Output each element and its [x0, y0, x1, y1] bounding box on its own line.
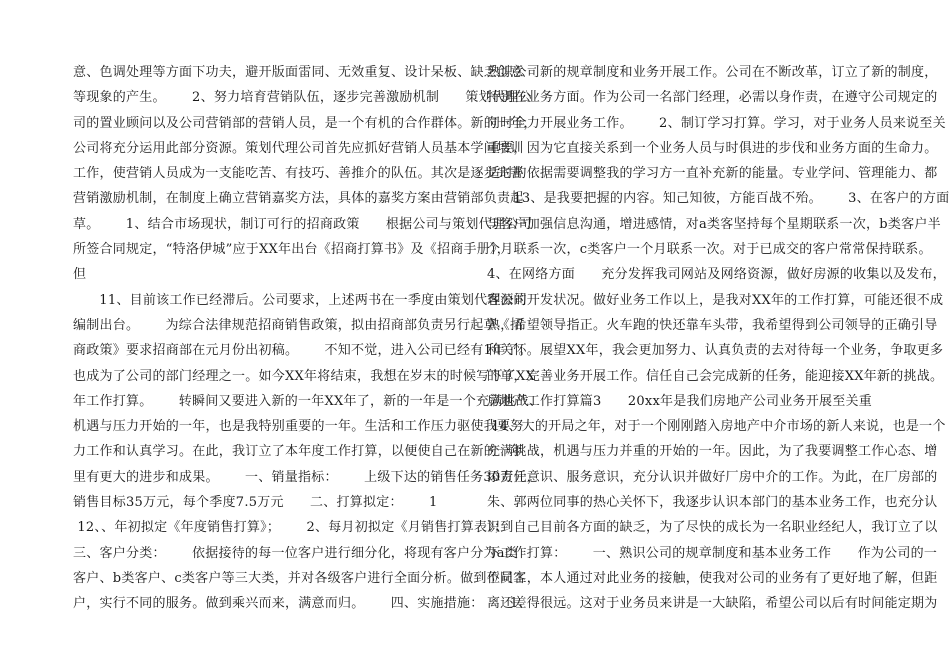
right-column-text-line: 充满挑战，机遇与压力并重的开始的一年。因此，为了我要调整工作心态、增 — [487, 444, 938, 460]
right-column-text-line: 的单，完善业务开展工作。信任自己会完成新的任务，能迎接XX年新的挑战。 — [487, 368, 944, 384]
right-column-text-line: 4、在网络方面 充分发挥我司网站及网络资源，做好房源的收集以及发布， — [487, 267, 946, 283]
right-column-text-line: 识到自己目前各方面的缺乏，为了尽快的成长为一名职业经纪人，我订立了以 — [487, 520, 938, 536]
left-column-text-line: 力工作和认真学习。在此，我订立了本年度工作打算，以便使自己在新的一年 — [73, 444, 524, 460]
right-column-text-line: 熟识公司新的规章制度和业务开展工作。公司在不断改革，订立了新的制度， — [487, 65, 938, 80]
right-column-text-line: 位员工，本人通过对此业务的接触，使我对公司的业务有了更好地了解，但距 — [487, 570, 938, 586]
left-column-text-line: 草。 1、结合市场现状，制订可行的招商政策 根据公司与策划代理公司 — [73, 216, 532, 232]
left-column-text-line: 工作，使营销人员成为一支能吃苦、有技巧、善推介的队伍。其次是逐步完善 — [73, 166, 524, 182]
right-text-column — [487, 60, 950, 617]
left-column-text-line: 机遇与压力开始的一年，也是我特别重要的一年。生活和工作压力驱使我要努 — [73, 419, 524, 435]
left-column-text-line: 商政策》要求招商部在元月份出初稿。 不知不觉，进入公司已经有1年了。 — [73, 343, 532, 359]
left-column-text-line: 销售目标35万元，每个季度7.5万元 二、打算拟定： 1 — [73, 495, 438, 511]
right-column-text-line: 适时的依据需要调整我的学习方一直补充新的能量。专业学问、管理能力、都 — [487, 166, 938, 182]
left-column-text-line: 户，实行不同的服务。做到乘兴而来，满意而归。 四、实施措施： 1、 — [73, 596, 532, 612]
right-column-text-line: 13、是我要把握的内容。知己知彼，方能百战不殆。 3、在客户的方面 — [487, 191, 950, 207]
right-column-text-line: 下工作打算： 一、熟识公司的规章制度和基本业务工作 作为公司的一 — [487, 545, 938, 561]
left-column-text-line: 公司将充分运用此部分资源。策划代理公司首先应抓好营销人员基本学问培训 — [73, 140, 524, 156]
right-column-text-line: 个月联系一次，c类客户一个月联系一次。对于已成交的客户常常保持联系。 — [487, 242, 932, 258]
left-column-text-line: 司的置业顾问以及公司营销部的营销人员，是一个有机的合作群体。新的一年， — [73, 115, 537, 131]
left-column-text-line: 客户、b类客户、c类客户等三大类，并对各级客户进行全面分析。做到不同客 — [73, 570, 527, 586]
left-column-text-line: 年工作打算。 转瞬间又要进入新的一年XX年了，新的一年是一个充满挑战、 — [73, 393, 543, 409]
right-column-text-line: 特别在业务方面。作为公司一名部门经理，必需以身作责，在遵守公司规定的 — [487, 90, 938, 106]
left-column-text-line: 营销激励机制，在制度上确立营销嘉奖方法，具体的嘉奖方案由营销部负责起 — [73, 191, 524, 207]
left-column-text-line: 三、客户分类： 依据接待的每一位客户进行细分化，将现有客户分为a类 — [73, 545, 519, 561]
right-column-text-line: 添责任意识、服务意识，充分认识并做好厂房中介的工作。为此，在厂房部的 — [487, 469, 938, 485]
left-column-text-line: 所签合同规定，“特洛伊城”应于XX年出台《招商打算书》及《招商手册》， — [73, 242, 511, 258]
left-column-text-line: 12、、年初拟定《年度销售打算》； 2、每月初拟定《月销售打算表》； — [73, 520, 508, 536]
right-column-text-line: 14、大的开局之年，对于一个刚刚踏入房地产中介市场的新人来说，也是一个 — [487, 419, 946, 435]
right-column-text-line: 离还差得很远。这对于业务员来讲是一大缺陷，希望公司以后有时间能定期为 — [487, 596, 938, 612]
right-column-text-line: 朱、郭两位同事的热心关怀下，我逐步认识本部门的基本业务工作，也充分认 — [487, 495, 938, 511]
left-column-text-line: 意、色调处理等方面下功夫，避开版面雷同、无效重复、设计呆板、缺乏创意 — [73, 65, 524, 80]
right-column-text-line: 客源的开发状况。做好业务工作以上，是我对XX年的工作打算，可能还很不成 — [487, 292, 944, 308]
left-column-text-line: 11、目前该工作已经滞后。公司要求，上述两书在一季度由策划代理公司 — [73, 292, 528, 308]
right-column-text-line: 与客户加强信息沟通，增进感情，对a类客坚持每个星期联系一次，b类客户半 — [487, 216, 941, 232]
right-column-text-line: 重要，因为它直接关系到一个业务人员与时俱进的步伐和业务方面的生命力。 — [487, 140, 938, 156]
left-column-text-line: 编制出台。 为综合法律规范招商销售政策，拟由招商部负责另行起草《招 — [73, 317, 524, 333]
left-column-text-line: 也成为了公司的部门经理之一。如今XX年将结束，我想在岁末的时候写下了XX — [73, 368, 536, 384]
right-column-text-line: 同时全力开展业务工作。 2、制订学习打算。学习，对于业务人员来说至关 — [487, 115, 946, 131]
right-column-text-line: 熟，希望领导指正。火车跑的快还靠车头带，我希望得到公司领导的正确引导 — [487, 317, 938, 333]
right-column-text-line: 房地产工作打算篇3 20xx年是我们房地产公司业务开展至关重 — [487, 393, 873, 409]
left-column-text-line: 等现象的产生。 2、努力培育营销队伍，逐步完善激励机制 策划代理公 — [73, 90, 532, 106]
left-column-text-line: 里有更大的进步和成果。 一、销量指标： 上级下达的销售任务30万元， — [73, 469, 541, 485]
left-text-column — [73, 60, 543, 617]
left-column-text-line: 但 — [73, 267, 87, 283]
right-column-text-line: 和关怀。展望XX年，我会更加努力、认真负责的去对待每一个业务，争取更多 — [487, 343, 944, 359]
